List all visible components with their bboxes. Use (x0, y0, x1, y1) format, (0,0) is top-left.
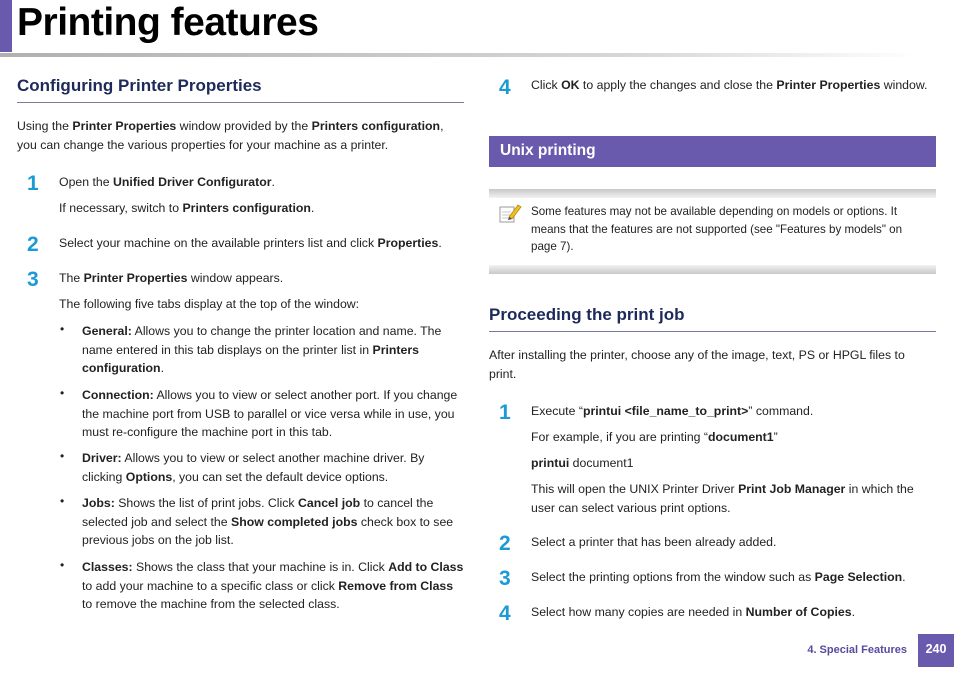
section-band-unix-printing: Unix printing (489, 136, 936, 167)
bullet-classes: Classes: Shows the class that your machine is in. Click Add to Class to add your machine to a specific class or click Remove from Class to remove the machine from the selected class. (82, 560, 464, 611)
step-text: Execute “printui <file_name_to_print>” command. (531, 404, 814, 418)
step-text: Click OK to apply the changes and close the Printer Properties window. (531, 78, 928, 92)
step-number: 2 (499, 532, 511, 555)
bullet-general: General: Allows you to change the printer location and name. The name entered in this tab displays on the printer list in Printers configuration. (82, 324, 442, 375)
bullet-jobs: Jobs: Shows the list of print jobs. Click Cancel job to cancel the selected job and select the Show completed jobs check box to see previous jobs on the job list. (82, 496, 454, 547)
step-text: Select a printer that has been already added. (531, 535, 777, 549)
section-divider (489, 331, 936, 332)
step-number: 3 (27, 268, 39, 291)
step-number: 4 (499, 602, 511, 625)
bullet-dot: • (60, 386, 65, 400)
section-heading-proceeding: Proceeding the print job (489, 305, 685, 324)
note-pencil-icon (498, 203, 522, 225)
step-number: 4 (499, 76, 511, 99)
section-divider (17, 102, 464, 103)
bullet-dot: • (60, 449, 65, 463)
step-number: 2 (27, 233, 39, 256)
note-bottom-border (489, 265, 936, 274)
note-text: Some features may not be available depending on models or options. It means that the features are not supported (see "Features by models" on page 7). (531, 205, 903, 253)
note-top-border (489, 189, 936, 198)
step-text: printui document1 (531, 456, 634, 470)
step-number: 1 (499, 401, 511, 424)
bullet-connection: Connection: Allows you to view or select another port. If you change the machine port from USB to parallel or vice versa while in use, you must re-configure the machine port in this tab. (82, 388, 458, 439)
bullet-dot: • (60, 322, 65, 336)
step-text: The following five tabs display at the top of the window: (59, 297, 360, 311)
step-text: The Printer Properties window appears. (59, 271, 284, 285)
intro-paragraph: Using the Printer Properties window provided by the Printers configuration, you can change the various properties for your machine as a printer. (17, 119, 444, 152)
page-title: Printing features (17, 1, 319, 44)
step-number: 1 (27, 172, 39, 195)
step-text: Open the Unified Driver Configurator. (59, 175, 275, 189)
page-number: 240 (925, 642, 947, 656)
bullet-dot: • (60, 558, 65, 572)
title-accent-bar (0, 0, 12, 52)
proceeding-intro: After installing the printer, choose any of the image, text, PS or HPGL files to print. (489, 348, 905, 381)
page-number-box (918, 634, 954, 667)
title-divider (0, 53, 920, 57)
bullet-driver: Driver: Allows you to view or select another machine driver. By clicking Options, you can set the default device options. (82, 451, 425, 484)
footer-chapter-label: 4. Special Features (807, 644, 907, 656)
section-heading-configuring: Configuring Printer Properties (17, 76, 262, 95)
step-number: 3 (499, 567, 511, 590)
step-text: Select how many copies are needed in Number of Copies. (531, 605, 855, 619)
step-text: For example, if you are printing “document1” (531, 430, 778, 444)
step-text: This will open the UNIX Printer Driver Print Job Manager in which the user can select various print options. (531, 482, 914, 515)
step-text: Select your machine on the available printers list and click Properties. (59, 236, 442, 250)
step-text: If necessary, switch to Printers configuration. (59, 201, 315, 215)
bullet-dot: • (60, 494, 65, 508)
step-text: Select the printing options from the window such as Page Selection. (531, 570, 906, 584)
